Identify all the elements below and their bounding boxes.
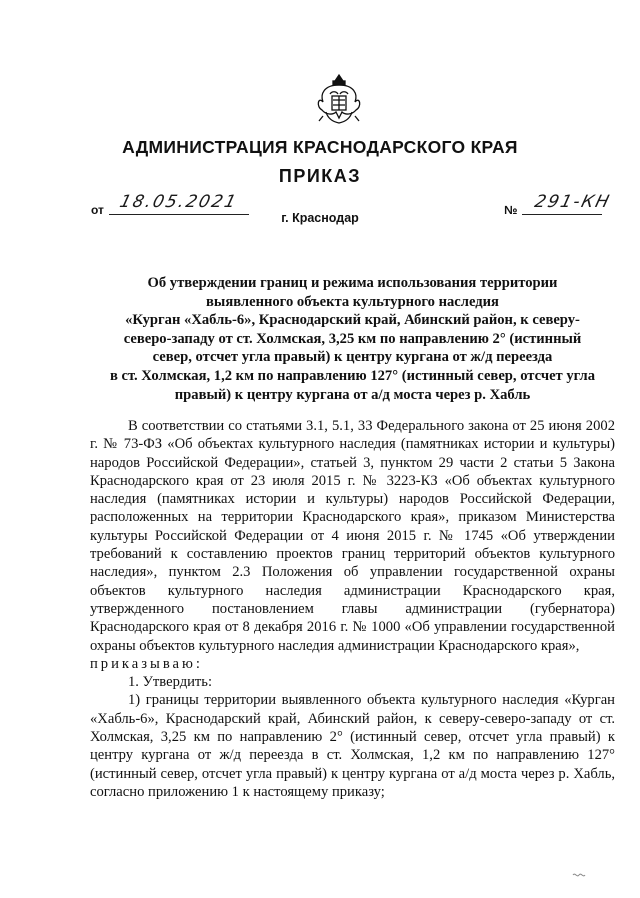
document-body	[90, 417, 615, 801]
page-scan-mark	[572, 871, 586, 879]
organization-name: АДМИНИСТРАЦИЯ КРАСНОДАРСКОГО КРАЯ	[122, 137, 518, 157]
handwritten-number: 291-КН	[532, 192, 613, 212]
title-line: «Курган «Хабль-6», Краснодарский край, Абинский район, к северу-	[125, 312, 580, 329]
point-1: 1. Утвердить:	[128, 674, 213, 691]
document-title	[95, 274, 610, 404]
order-word: приказываю:	[90, 655, 203, 672]
date-prefix: от	[91, 203, 104, 217]
document-type: ПРИКАЗ	[278, 166, 362, 186]
title-line: правый) к центру кургана от а/д моста через р. Хабль	[174, 386, 531, 403]
title-line: выявленного объекта культурного наследия	[206, 293, 499, 310]
point-1-subitem-1: 1) границы территории выявленного объекта культурного наследия «Курган «Хабль-6», Краснодарский край, Абинский район, к северу-северо-западу от ст. Холмская, 3,25 км по направлению 2° (истинный север, отсчет угла правый) к центру кургана от ж/д переезда в ст. Холмская, 1,2 км по направлению 127° (истинный север, отсчет угла правый) к центру кургана от а/д моста через р. Хабль, согласно приложению 1 к настоящему приказу;	[90, 692, 615, 800]
handwritten-date: 18.05.2021	[117, 192, 240, 212]
number-prefix: №	[504, 203, 518, 217]
coat-of-arms-emblem	[314, 72, 364, 126]
title-line: Об утверждении границ и режима использования территории	[147, 275, 558, 291]
title-line: северо-западу от ст. Холмская, 3,25 км по направлению 2° (истинный	[123, 330, 582, 347]
title-line: в ст. Холмская, 1,2 км по направлению 127° (истинный север, отсчет угла	[109, 367, 596, 384]
title-line: север, отсчет угла правый) к центру кургана от ж/д переезда	[152, 349, 553, 366]
preamble-paragraph: В соответствии со статьями 3.1, 5.1, 33 Федерального закона от 25 июня 2002 г. № 73-ФЗ «Об объектах культурного наследия (памятниках истории и культуры) народов Российской Федерации», статьей 3, пунктом 29 части 2 статьи 5 Закона Краснодарского края от 23 июля 2015 г. № 3223-КЗ «Об объектах культурного наследия (памятниках истории и культуры) народов Российской Федерации, расположенных на территории Краснодарского края», приказом Министерства культуры Российской Федерации от 4 июня 2015 г. № 1745 «Об утверждении требований к составлению проектов границ территорий объектов культурного наследия», пунктом 2.3 Положения об управлении государственной охраны объектов культурного наследия администрации Краснодарского края, утвержденного постановлением главы администрации (губернатора) Краснодарского края от 8 декабря 2016 г. № 1000 «Об управлении государственной охраны объектов культурного наследия администрации Краснодарского края»,	[90, 418, 615, 654]
city-name: г. Краснодар	[281, 211, 359, 225]
